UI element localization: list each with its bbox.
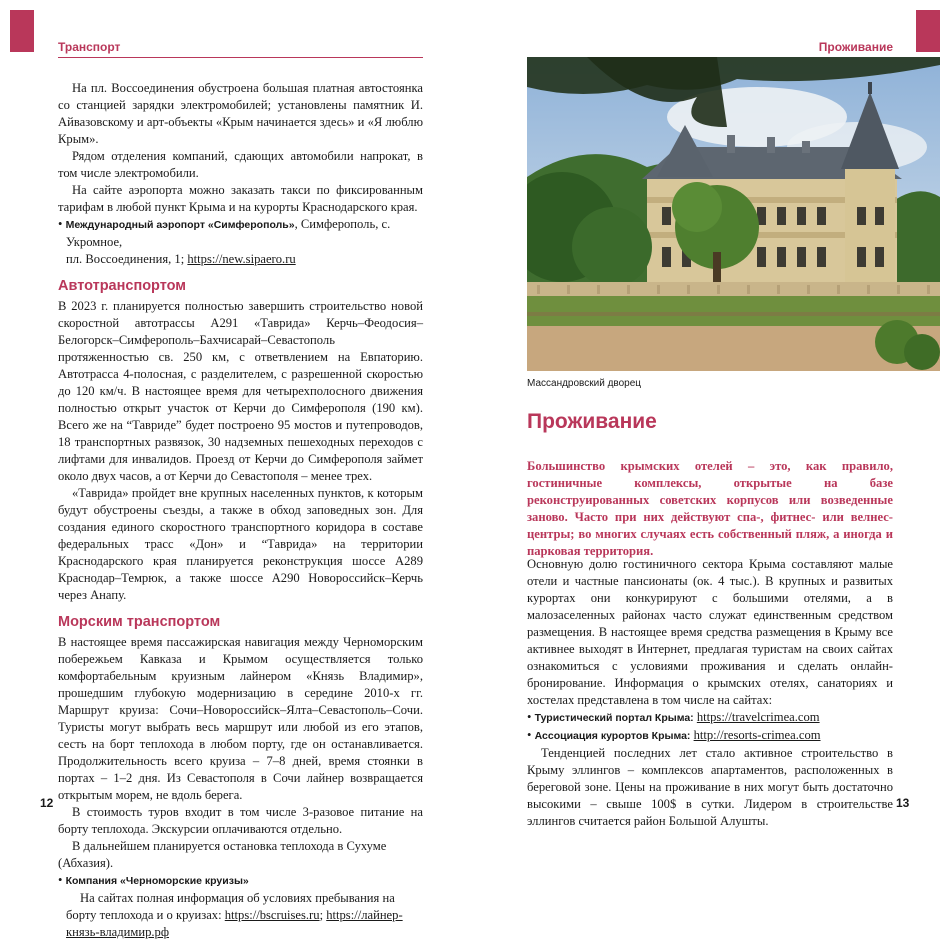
liner-link[interactable]: https://лайнер-князь-владимир.рф [66,908,403,939]
page-number-left: 12 [40,796,54,810]
chapter-tab-left [10,10,34,52]
right-page-body [527,556,893,830]
paragraph-parking: На пл. Воссоединения обустроена большая платная автостоянка со станцией зарядки электромобилей; установлены памятник И. Айвазовскому и арт-объекты «Крым начинается здесь» и «Я люблю Крым». [58,81,423,146]
section-title: Проживание [527,410,657,433]
airport-link[interactable]: https://new.sipaero.ru [187,252,296,266]
company-entry [58,872,423,941]
bullet-icon: • [58,873,63,887]
portal-entry [527,709,893,727]
lead-paragraph: Большинство крымских отелей – это, как правило, гостиничные комплексы, открытые на базе реконструированных советских корпусов или возведенные заново. Часто при них действуют спа-, фитнес- или велнес-центры; во многих случаях есть собственный пляж, а иногда и парковая территория. [527,459,893,558]
running-head-right: Проживание [527,40,893,58]
travelcrimea-link[interactable]: https://travelcrimea.com [696,710,820,724]
heading-auto: Автотранспортом [58,278,187,294]
link-separator: ; [319,908,327,922]
bullet-icon: • [527,728,532,742]
company-title: Компания «Черноморские круизы» [65,875,249,887]
paragraph-ellings: Тенденцией последних лет стало активное строительство в Крыму эллингов – комплексов апартаментов, расположенных в береговой зоне. Цены на проживание в них могут быть достаточно высокими – свыше 100$ в сутки. Лидером в строительстве эллингов считается район Большой Алушты. [527,746,893,828]
chapter-tab-right [916,10,940,52]
massandra-palace-photo [527,57,940,371]
paragraph-taxi: На сайте аэропорта можно заказать такси по фиксированным тарифам в любой пункт Крыма и на курорты Краснодарского края. [58,183,423,214]
paragraph-cruise-future: В дальнейшем планируется остановка теплохода в Сухуме (Абхазия). [58,839,387,870]
airport-entry [58,216,423,268]
airport-address: , Симферополь, с. Укромное, [66,217,391,249]
paragraph-tavrida: В 2023 г. планируется полностью завершить строительство новой скоростной автотрассы А291 «Таврида» Керчь–Феодосия–Белогорск–Симферополь–Бахчисарай–Севастополь протяженностью св. 250 км, с ответвлением на Евпаторию. Автотрасса 4-полосная, с разделителем, с разрешенной скоростью до 120 км/ч. В настоящее время для четырехполосного движения полностью открыт участок от Керчи до Симферополя (190 км). Всего же на “Тавриде” будет построено 95 мостов и путепроводов, 18 транспортных развязок, 30 надземных пешеходных переходов с лифтами для инвалидов. Проезд от Керчи до Симферополя займет около двух часов, а от Керчи до Севастополя – менее трех. [58,299,423,483]
portal-title: Туристический портал Крыма: [534,712,694,724]
photo-caption: Массандровский дворец [527,378,642,389]
paragraph-small-hotels: Основную долю гостиничного сектора Крыма составляют малые отели и частные пансионаты (ок. 4 тыс.). В крупных и развитых курортах они конкурируют с большими отелями, а в малозаселенных районах часто служат единственным средством размещения. В настоящее время средства размещения в Крыму все активнее выходят в Интернет, предлагая туристам на своих сайтах ознакомиться с условиями проживания и сделать онлайн-бронирование. Информация о крымских отелях, санаториях и хостелах представлена в том числе на сайтах: [527,557,893,707]
assoc-entry [527,727,893,745]
airport-address-line2: пл. Воссоединения, 1; [66,252,188,266]
left-page-column [58,80,423,941]
resorts-crimea-link[interactable]: http://resorts-crimea.com [693,728,821,742]
paragraph-rental: Рядом отделения компаний, сдающих автомобили напрокат, в том числе электромобили. [58,149,423,180]
heading-sea: Морским транспортом [58,614,221,630]
bscruises-link[interactable]: https://bscruises.ru [224,908,320,922]
assoc-title: Ассоциация курортов Крыма: [534,730,691,742]
palace-illustration [527,57,940,371]
paragraph-cruise: В настоящее время пассажирская навигация между Черноморским побережьем Кавказа и Крымом осуществляется только комфортабельным круизным лайнером «Князь Владимир», прошедшим глубокую модернизацию в середине 2010-х гг. Маршрут круиза: Сочи–Новороссийск–Ялта–Севастополь–Сочи. Туристы могут выбрать весь маршрут или любой из его этапов, сесть на борт теплохода в любом порту, где он останавливается. Продолжительность всего круиза – 7–8 дней, время стоянки в портах – 1–2 дня. Из Севастополя в Сочи лайнер возвращается открытым морем, не вдоль берега. [58,635,423,802]
paragraph-cruise-food: В стоимость туров входит в том числе 3-разовое питание на борту теплохода. Экскурсии оплачиваются отдельно. [58,805,423,836]
paragraph-tavrida-2: «Таврида» пройдет вне крупных населенных пунктов, к которым будут обустроены съезды, а также в обход заповедных зон. Для создания единого скоростного транспортного коридора в составе федеральных трасс «Дон» и “Таврида» на территории Краснодарского края планируется реконструкция шоссе А289 Краснодар–Темрюк, а также шоссе А290 Новороссийск–Керчь через Анапу. [58,486,423,602]
company-text: На сайтах полная информация об условиях пребывания на борту теплохода и о круизах: [66,891,395,922]
airport-title: Международный аэропорт «Симферополь» [65,219,295,231]
page-number-right: 13 [896,796,910,810]
bullet-icon: • [527,710,532,724]
bullet-icon: • [58,217,63,231]
running-head-left: Транспорт [58,40,423,58]
